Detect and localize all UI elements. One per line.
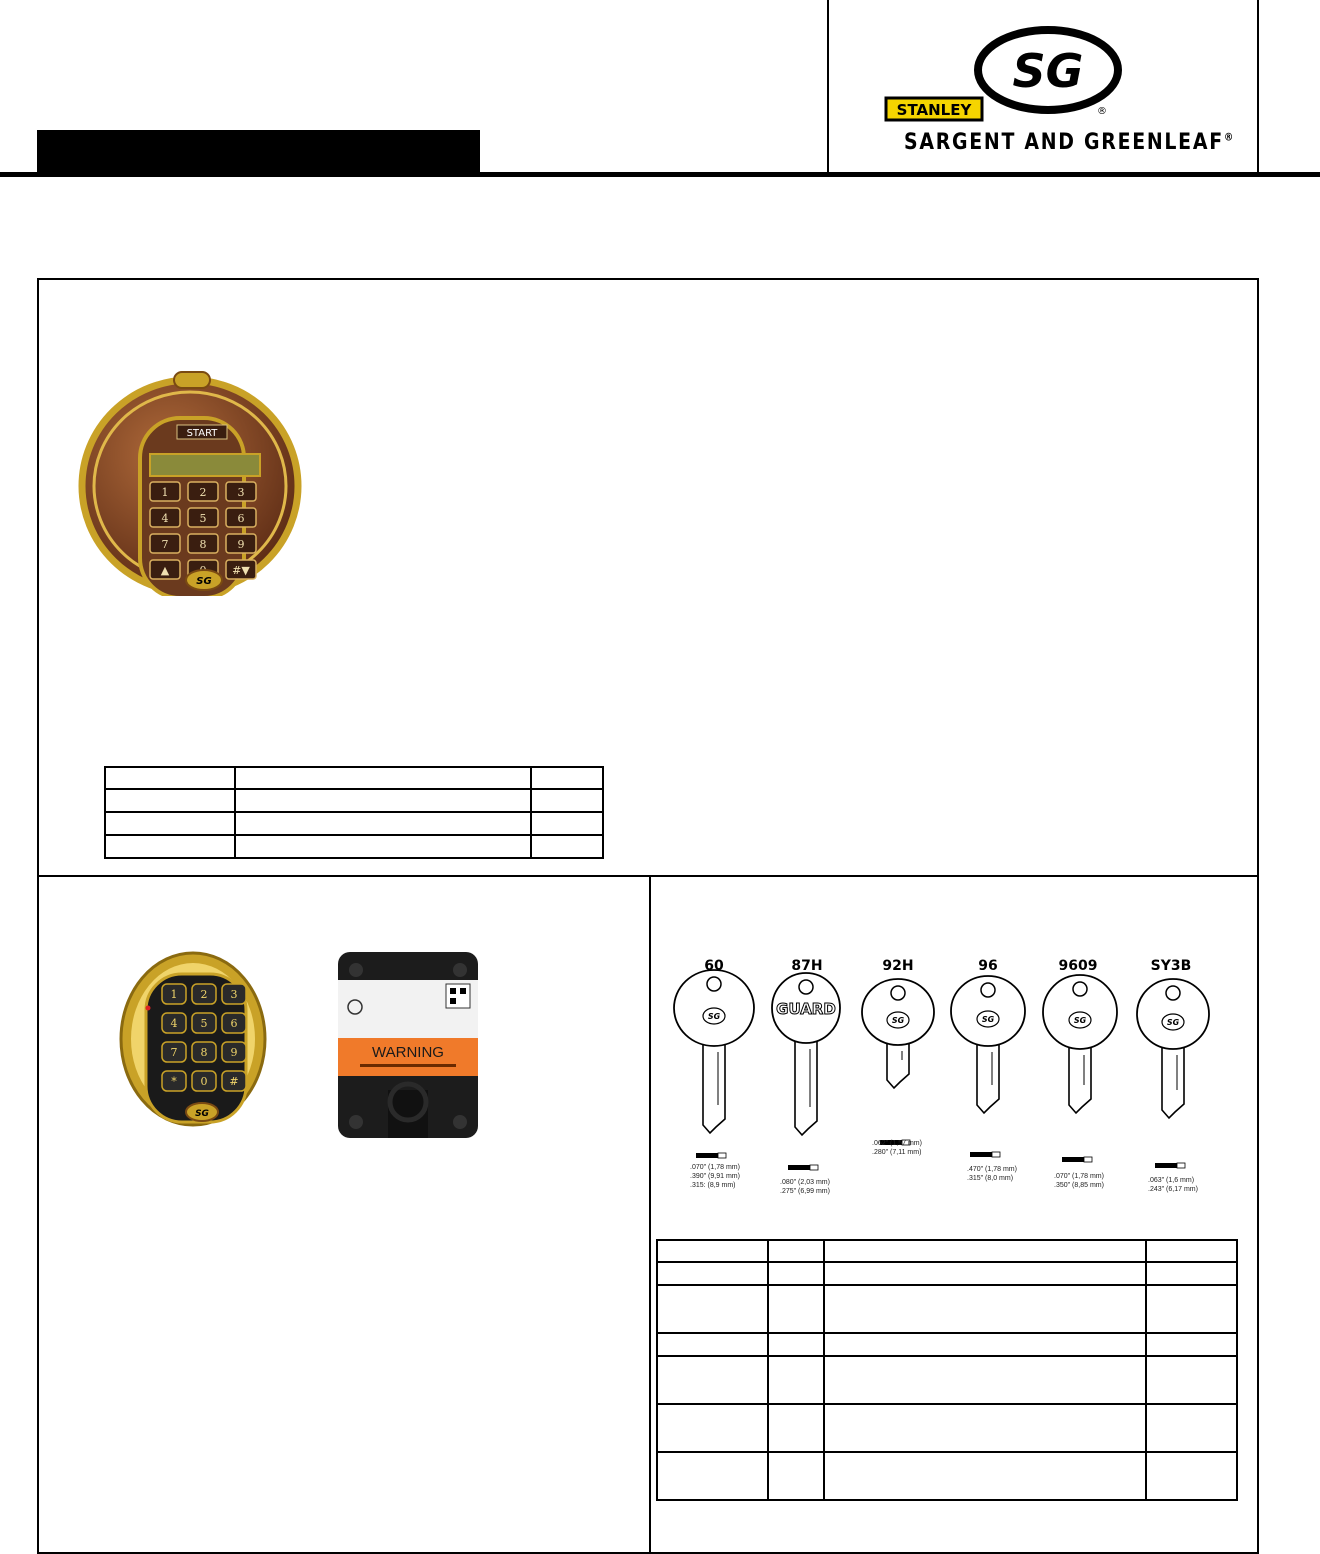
key-blanks-diagram [660,955,1250,1205]
key-spec-line: .080" (2,03 mm) [780,1179,830,1186]
keypad-key-label: 3 [237,486,245,499]
key-sg-emblem-letters: SG [1073,1016,1087,1025]
keypad-key-label: 1 [161,486,169,499]
keypad-key-label: 6 [237,512,245,525]
key-section-bar [970,1152,992,1157]
key-section-bar [696,1153,718,1158]
status-led [146,1006,151,1011]
table-row [657,1285,1237,1333]
keypad-key [226,534,256,553]
key-blank [951,976,1025,1157]
table-row [105,812,603,835]
table-row [105,767,603,789]
keypad-key-label: 5 [200,1017,208,1030]
keypad-key-label: 7 [170,1046,178,1059]
keypad-key [192,1013,216,1033]
lock-top-tab [174,372,210,388]
keypad-key-label: ▲ [160,564,170,577]
keypad-lock-sg-letters: SG [195,1109,209,1119]
keypad-key [162,1042,186,1062]
lock-sg-letters: SG [196,576,212,587]
key-sg-emblem-letters: SG [1166,1018,1180,1027]
key-spec-line: .390" (9,91 mm) [690,1173,740,1180]
key-spec-line: .070" (1,78 mm) [690,1164,740,1171]
keypad-key-label: 0 [200,1075,208,1088]
section-divider-horizontal [37,875,1259,877]
keypad-key [222,1042,246,1062]
key-sg-emblem-letters: SG [891,1016,905,1025]
key-blank [1137,979,1209,1168]
key-spec-sy3b [1148,1176,1198,1194]
keypad-key [192,984,216,1004]
key-spec-line: .243" (6,17 mm) [1148,1186,1198,1193]
lock-display [150,454,260,476]
header-black-bar [37,130,480,173]
keypad-key-label: 7 [161,538,169,551]
spartan-lock-image [72,368,302,596]
keypad-key-label: 8 [200,1046,208,1059]
keypad-key [150,508,180,527]
key-spec-line: .315: (8,9 mm) [690,1182,736,1189]
table-row [657,1262,1237,1285]
key-spec-line: .280" (7,11 mm) [872,1149,922,1156]
keypad-key [222,984,246,1004]
keypad-key-label: 2 [200,988,208,1001]
table-row [657,1452,1237,1500]
key-spec-line: .350" (8,85 mm) [1054,1182,1104,1189]
keypad-key [226,508,256,527]
qr-code [446,984,470,1008]
section-divider-vertical [649,876,651,1554]
keypad-key [150,482,180,501]
keypad-key-label: 4 [170,1017,178,1030]
keypad-key [188,534,218,553]
stanley-label: STANLEY [896,101,972,119]
sg-logo [880,22,1130,127]
start-label: START [186,428,218,439]
key-sg-emblem-letters: SG [707,1012,721,1021]
lock-models-table [104,766,604,859]
keypad-key-label: 4 [161,512,169,525]
key-blank [1043,975,1117,1162]
key-blank [862,979,934,1145]
keypad-key [162,984,186,1004]
key-spec-60 [690,1163,740,1190]
warning-label: WARNING [372,1044,444,1061]
keypad-key [226,482,256,501]
key-title-87h: 87H [791,958,823,974]
table-row [105,789,603,812]
key-spec-line: .275" (6,99 mm) [780,1188,830,1195]
key-spec-line: .470" (1,78 mm) [967,1166,1017,1173]
keypad-key-label: * [171,1075,177,1088]
key-blank [674,970,754,1158]
keypad-key-label: # [229,1075,239,1088]
key-title-92h: 92H [882,958,914,974]
key-title-9609: 9609 [1058,958,1098,974]
table-row [657,1404,1237,1452]
key-section-bar [788,1165,810,1170]
key-spec-line: .062" (1,57 mm) [872,1140,922,1147]
keypad-key [188,508,218,527]
keypad-key [192,1071,216,1091]
keypad-key-label: 8 [199,538,207,551]
key-blank [772,973,840,1170]
key-title-60: 60 [704,958,724,974]
lock-body-image [336,950,480,1140]
sg-logo-letters: SG [1012,44,1084,98]
keypad-key-label: 5 [199,512,207,525]
brand-name: SARGENT AND GREENLEAF® [904,130,1236,155]
keypad-key [226,560,256,579]
key-spec-line: .070" (1,78 mm) [1054,1173,1104,1180]
keypad-key-label: 1 [170,988,178,1001]
keypad-key [150,534,180,553]
keypad-key [150,560,180,579]
keypad-key-label: 3 [230,988,238,1001]
key-sg-emblem-letters: SG [981,1015,995,1024]
key-title-sy3b: SY3B [1150,958,1192,974]
keypad-key [222,1013,246,1033]
table-row [657,1356,1237,1404]
key-blanks-table [656,1239,1238,1501]
keypad-key-label: #▼ [232,564,250,577]
keypad-key-label: 9 [230,1046,238,1059]
table-row [657,1333,1237,1356]
key-title-96: 96 [978,958,998,974]
key-spec-96 [967,1165,1017,1183]
key-spec-92h [872,1139,922,1157]
keypad-key [222,1071,246,1091]
table-row [657,1240,1237,1262]
keypad-key [162,1071,186,1091]
keypad-lock-image [118,950,268,1128]
table-row [105,835,603,858]
keypad-key-label: 9 [237,538,245,551]
keypad-key [192,1042,216,1062]
key-spec-line: .315" (8,0 mm) [967,1175,1014,1182]
key-section-bar [1062,1157,1084,1162]
keypad-key [162,1013,186,1033]
keypad-key-label: 6 [230,1017,238,1030]
keypad-key-label: 2 [199,486,207,499]
key-section-bar [1155,1163,1177,1168]
key-spec-line: .063" (1,6 mm) [1148,1177,1195,1184]
registered-mark: ® [1097,106,1107,117]
key-spec-87h [780,1178,830,1196]
keypad-key [188,482,218,501]
key-spec-9609 [1054,1172,1104,1190]
key-bow-text: GUARD [776,1000,836,1018]
